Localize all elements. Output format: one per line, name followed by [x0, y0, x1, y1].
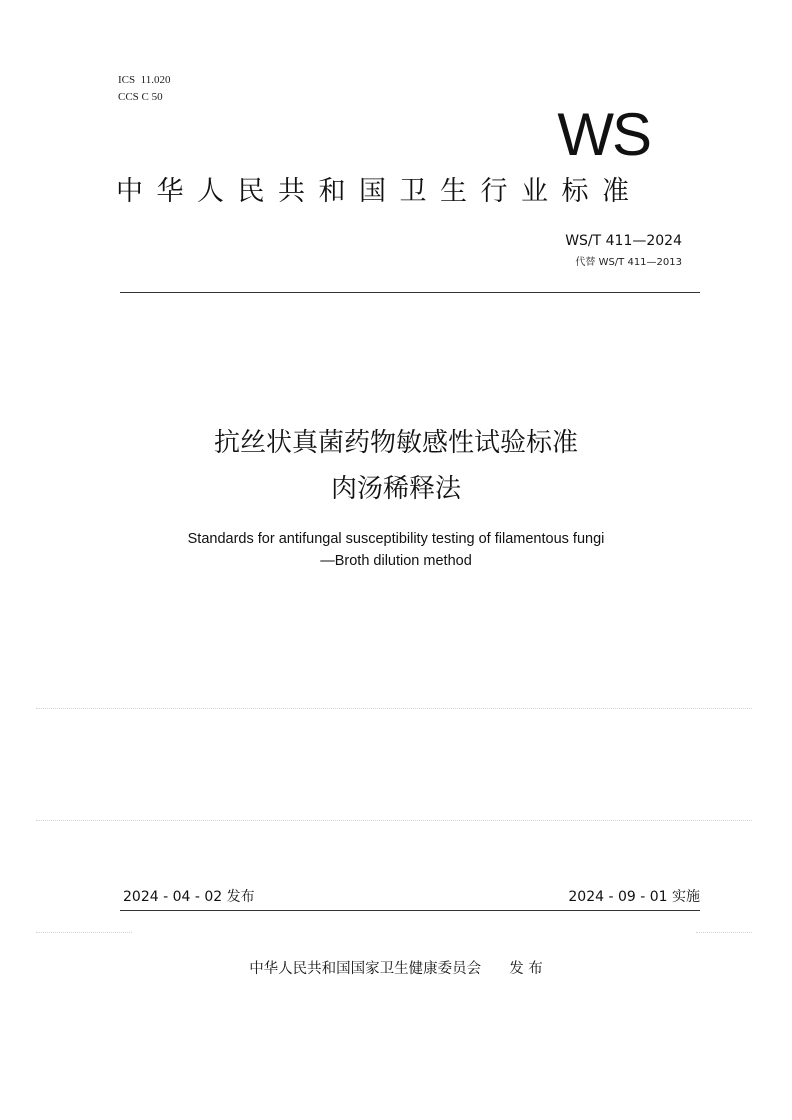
- document-subtitle-cn: 肉汤稀释法: [330, 474, 461, 504]
- industry-standard-title: 中华人民共和国卫生行业标准: [116, 176, 643, 207]
- ws-logo: WS: [557, 101, 650, 168]
- issuer-name: 中华人民共和国国家卫生健康委员会: [249, 961, 482, 977]
- dotted-guide-line: [36, 932, 132, 933]
- ccs-code: CCS C 50: [118, 91, 163, 103]
- issuer-action: 发 布: [509, 961, 543, 977]
- document-subtitle-en: —Broth dilution method: [320, 553, 472, 569]
- issue-date: 2024 - 04 - 02 发布: [123, 889, 255, 905]
- implementation-date: 2024 - 09 - 01 实施: [568, 889, 700, 905]
- dotted-guide-line: [36, 820, 752, 821]
- document-title-en: Standards for antifungal susceptibility testing of filamentous fungi: [187, 531, 605, 547]
- document-title-cn: 抗丝状真菌药物敏感性试验标准: [213, 428, 578, 458]
- top-divider: [120, 292, 700, 293]
- dotted-guide-line: [696, 932, 752, 933]
- dotted-guide-line: [36, 708, 752, 709]
- issuing-authority: [0, 958, 792, 980]
- standard-number: WS/T 411—2024: [565, 233, 682, 249]
- replaces-note: 代替 WS/T 411—2013: [575, 257, 682, 268]
- bottom-divider: [120, 910, 700, 911]
- ics-code: ICS 11.020: [118, 74, 171, 86]
- classification-codes: [118, 72, 170, 106]
